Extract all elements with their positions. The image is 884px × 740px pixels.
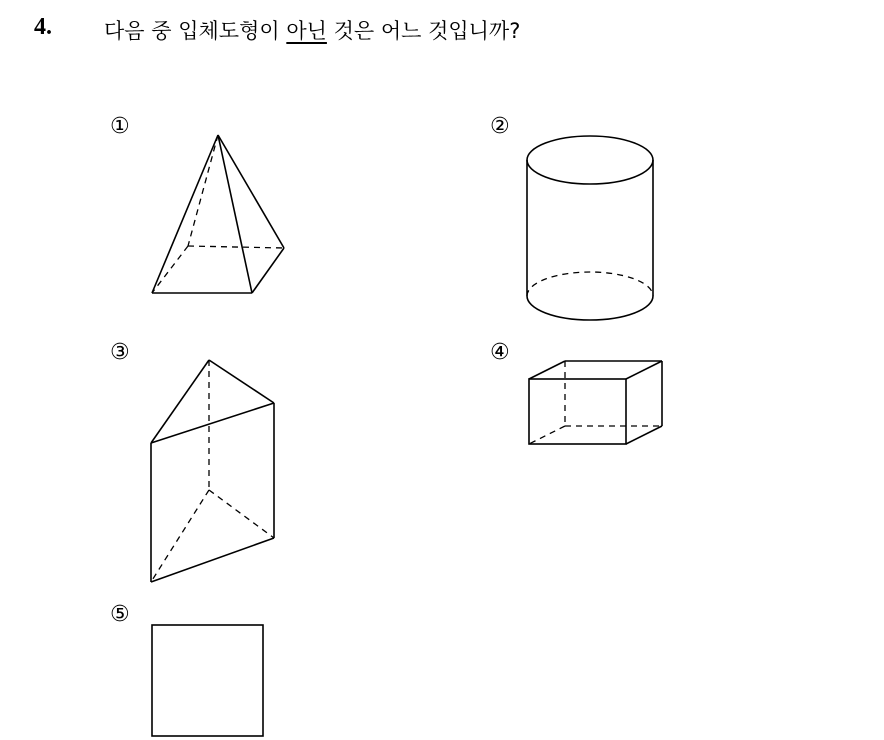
choice-5-label[interactable]: ⑤ bbox=[110, 602, 130, 627]
choice-3-label[interactable]: ③ bbox=[110, 340, 130, 365]
question-text-underlined: 아닌 bbox=[286, 19, 327, 43]
choice-2-label[interactable]: ② bbox=[490, 114, 510, 139]
choice-1-label[interactable]: ① bbox=[110, 114, 130, 139]
question-number: 4. bbox=[34, 14, 52, 40]
square-shape bbox=[152, 625, 263, 736]
choice-4-label[interactable]: ④ bbox=[490, 340, 510, 365]
question-text-before: 다음 중 입체도형이 bbox=[104, 19, 287, 43]
question-text-after: 것은 어느 것입니까? bbox=[326, 19, 521, 43]
